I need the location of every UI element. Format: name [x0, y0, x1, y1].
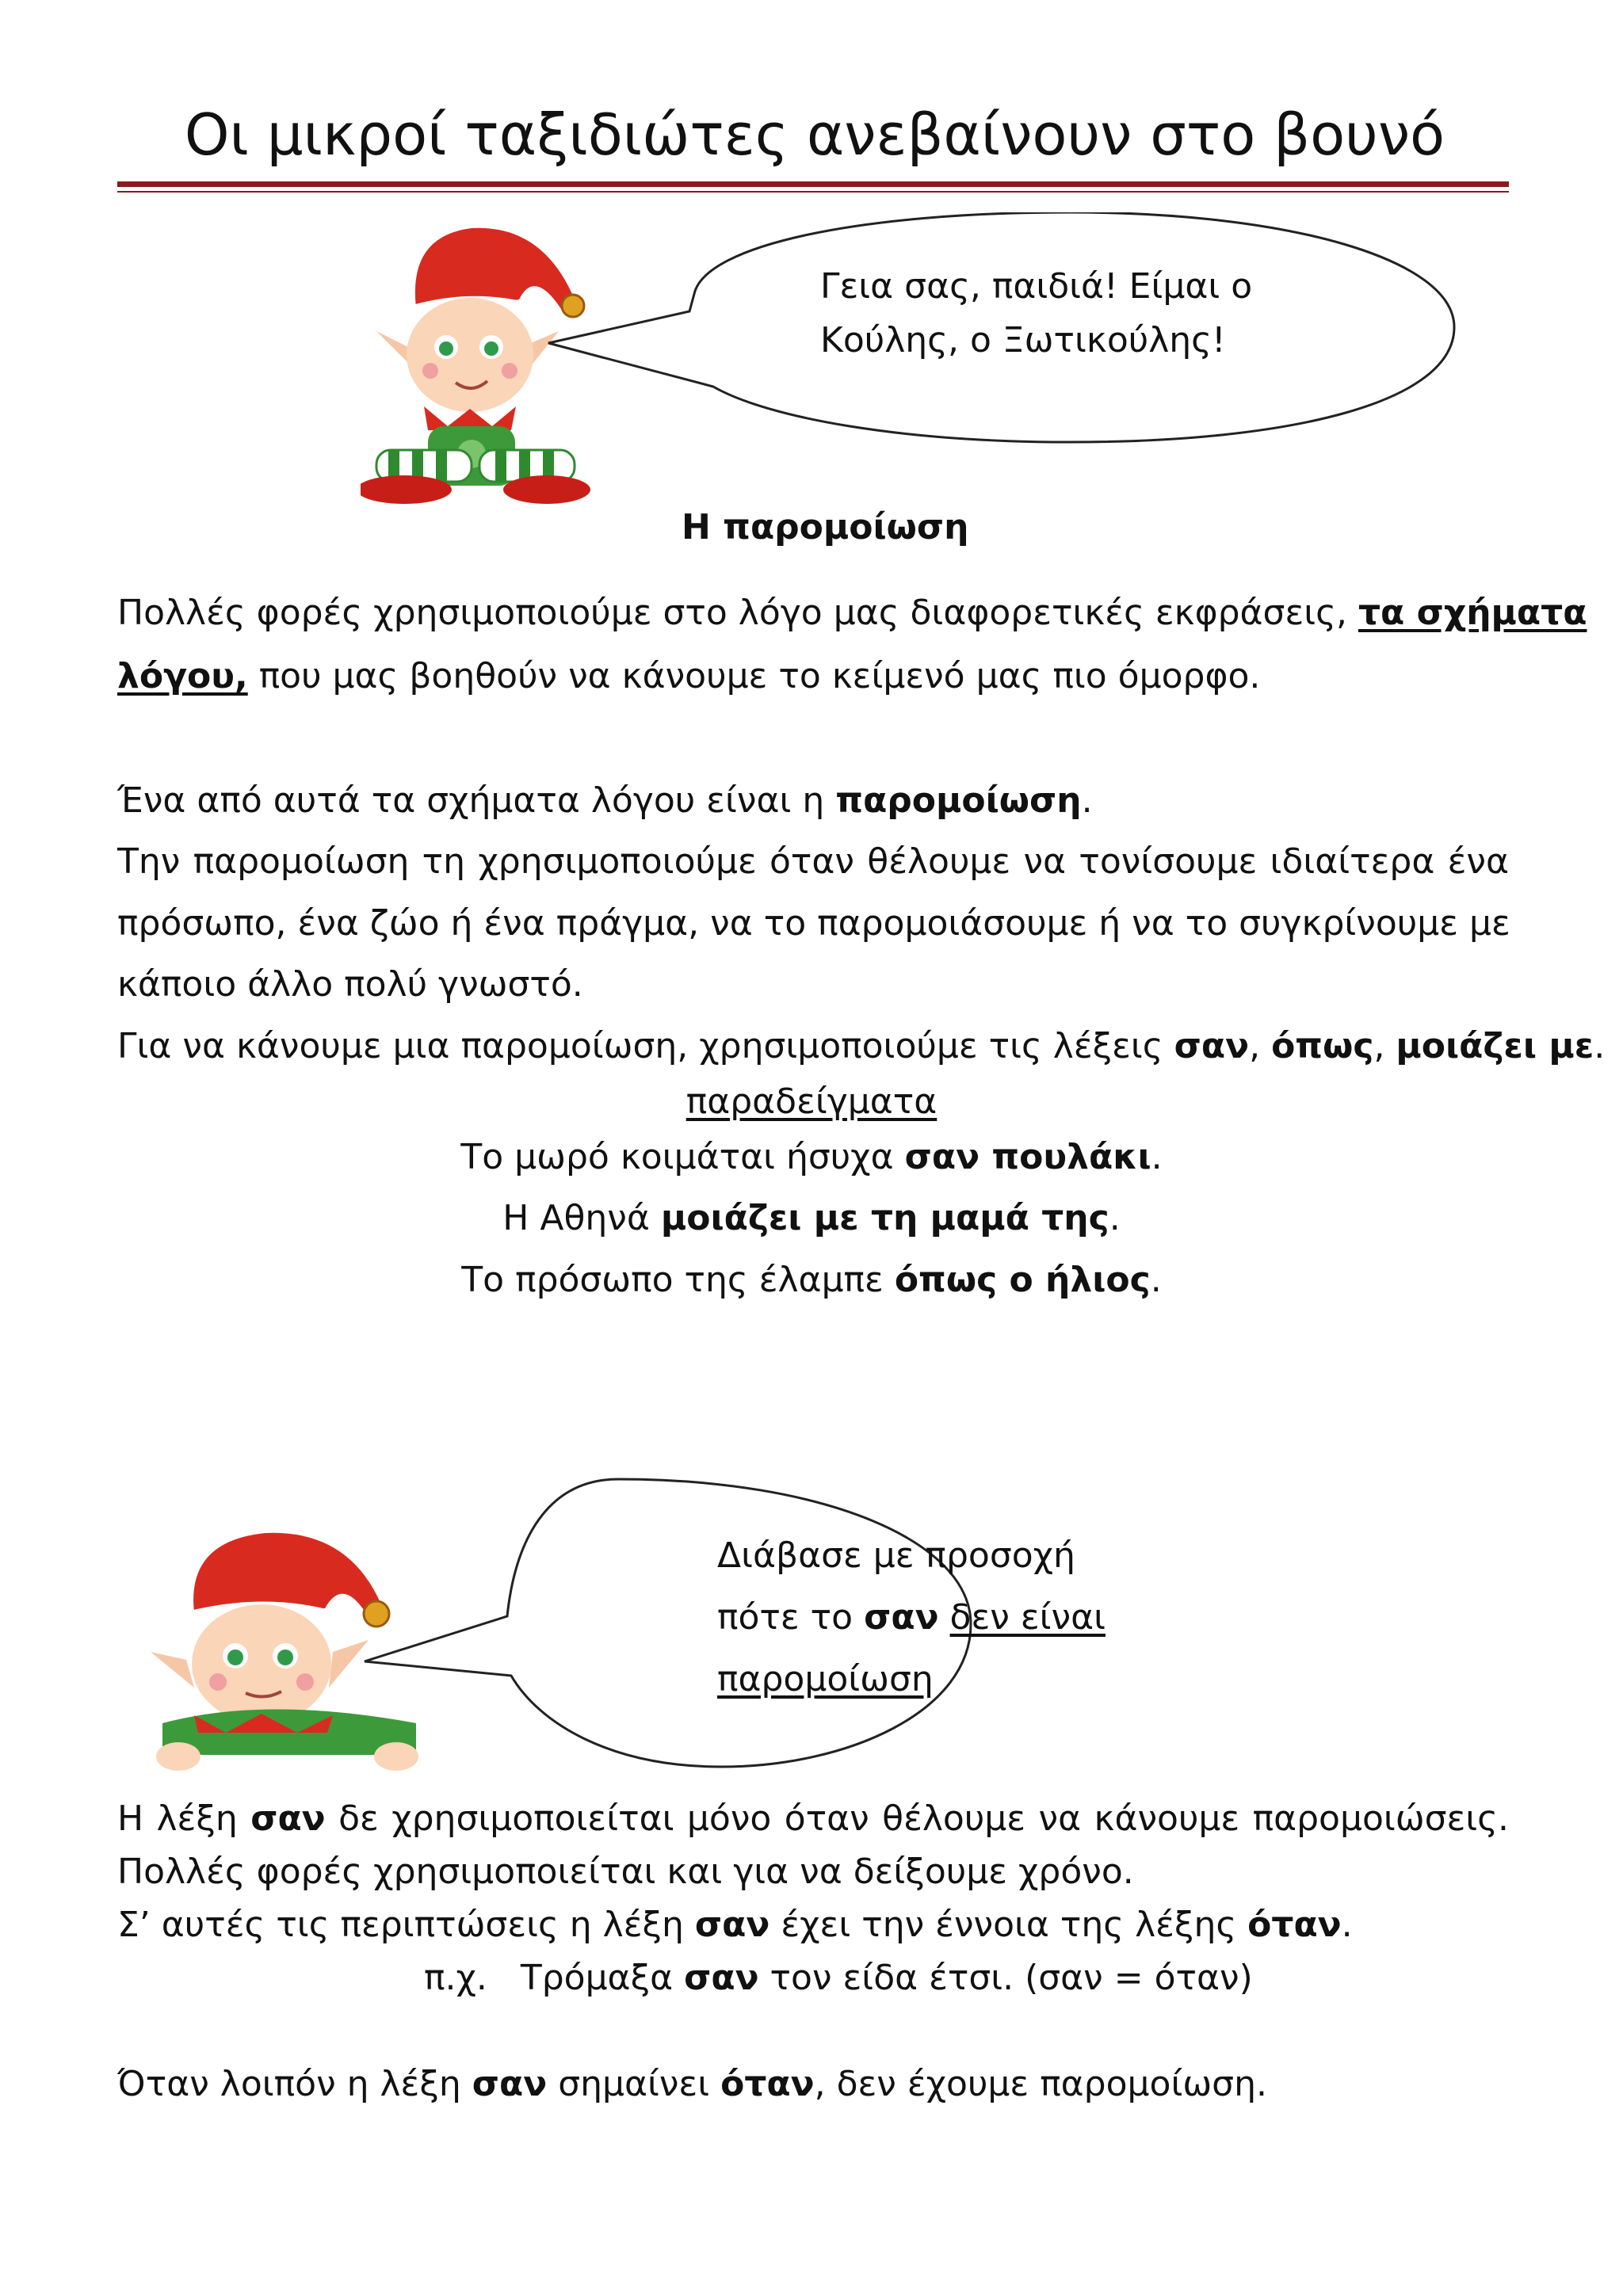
definition-line-3: πρόσωπο, ένα ζώο ή ένα πράγμα, να το παρομοιάσουμε ή να το συγκρίνουμε με: [117, 903, 1510, 944]
bubble2-line1: Διάβασε με προσοχή: [717, 1535, 1075, 1576]
text: Το μωρό κοιμάται ήσυχα: [460, 1137, 905, 1177]
text: δε χρησιμοποιείται μόνο όταν θέλουμε να κάνουμε παρομοιώσεις.: [325, 1798, 1509, 1839]
page-title: Οι μικροί ταξιδιώτες ανεβαίνουν στο βουνό: [184, 101, 1445, 168]
text: Η Αθηνά: [502, 1198, 661, 1238]
bold-term: μοιάζει με: [1396, 1026, 1594, 1066]
text: Ένα από αυτά τα σχήματα λόγου είναι η: [117, 780, 836, 821]
text: π.χ. Τρόμαξα: [424, 1958, 685, 1998]
intro-term-cont: λόγου,: [117, 656, 248, 696]
bold-term: σαν: [250, 1798, 326, 1839]
underlined-text: παρομοίωση: [717, 1659, 934, 1699]
text: .: [1594, 1026, 1606, 1066]
text: , δεν έχουμε παρομοίωση.: [814, 2064, 1267, 2104]
intro-line-2: [117, 656, 1260, 696]
bubble2-line2: [717, 1591, 1106, 1645]
text: .: [1081, 780, 1093, 821]
bold-term: σαν: [472, 2064, 548, 2104]
text: .: [1151, 1137, 1163, 1177]
text: Σ’ αυτές τις περιπτώσεις η λέξη: [117, 1905, 695, 1945]
text: [939, 1597, 950, 1638]
intro-term: τα σχήματα: [1358, 593, 1587, 633]
text: ,: [1249, 1026, 1272, 1066]
title-rule-thin: [117, 191, 1509, 193]
conclusion: [117, 2064, 1267, 2104]
definition-line-1: [117, 780, 1093, 821]
definition-line-4: κάποιο άλλο πολύ γνωστό.: [117, 964, 583, 1005]
text: Όταν λοιπόν η λέξη: [117, 2064, 472, 2104]
text: τον είδα έτσι. (σαν = όταν): [758, 1958, 1253, 1998]
title-rule-thick: [117, 181, 1509, 187]
bold-term: όταν: [720, 2064, 815, 2104]
section-heading: Η παρομοίωση: [682, 507, 969, 547]
definition-line-5: [117, 1026, 1605, 1066]
text: .: [1341, 1905, 1353, 1945]
bubble2-line3: [717, 1653, 934, 1707]
san-line-2: Πολλές φορές χρησιμοποιείται και για να δείξουμε χρόνο.: [117, 1852, 1134, 1892]
intro-text-cont: που μας βοηθούν να κάνουμε το κείμενό μας πιο όμορφο.: [247, 656, 1261, 696]
example-3: [0, 1260, 1623, 1300]
text: .: [1150, 1260, 1162, 1300]
bold-term: μοιάζει με τη μαμά της: [660, 1198, 1109, 1238]
intro-text: Πολλές φορές χρησιμοποιούμε στο λόγο μας διαφορετικές εκφράσεις,: [117, 593, 1347, 633]
text: ,: [1373, 1026, 1396, 1066]
san-example: [424, 1958, 1253, 1998]
bold-term: σαν: [694, 1905, 770, 1945]
bold-term: σαν: [1174, 1026, 1250, 1066]
san-line-3: [117, 1905, 1353, 1945]
san-line-1: [117, 1798, 1509, 1839]
text: Για να κάνουμε μια παρομοίωση, χρησιμοποιούμε τις λέξεις: [117, 1026, 1174, 1066]
example-1: [0, 1137, 1623, 1177]
bold-term: σαν: [684, 1958, 759, 1998]
examples-heading-text: παραδείγματα: [685, 1081, 938, 1122]
intro-line-1: [117, 593, 1587, 633]
text: .: [1109, 1198, 1121, 1238]
bold-term: όπως: [1271, 1026, 1374, 1066]
text: πότε το: [717, 1597, 865, 1638]
example-2: [0, 1198, 1623, 1238]
underlined-text: δεν είναι: [949, 1597, 1106, 1638]
text: έχει την έννοια της λέξης: [769, 1905, 1248, 1945]
bold-term: όπως ο ήλιος: [894, 1260, 1151, 1300]
bold-term: σαν πουλάκι: [904, 1137, 1151, 1177]
bubble1-line1: Γεια σας, παιδιά! Είμαι ο: [820, 266, 1253, 307]
text: Το πρόσωπο της έλαμπε: [461, 1260, 895, 1300]
bubble1-line2: Κούλης, ο Ξωτικούλης!: [820, 320, 1226, 360]
text: Η λέξη: [117, 1798, 251, 1839]
bold-term: παρομοίωση: [835, 780, 1082, 821]
definition-line-2: Την παρομοίωση τη χρησιμοποιούμε όταν θέλουμε να τονίσουμε ιδιαίτερα ένα: [117, 841, 1509, 882]
examples-heading: [0, 1081, 1623, 1122]
bold-term: όταν: [1247, 1905, 1342, 1945]
text: σημαίνει: [547, 2064, 721, 2104]
bold-term: σαν: [864, 1597, 939, 1638]
